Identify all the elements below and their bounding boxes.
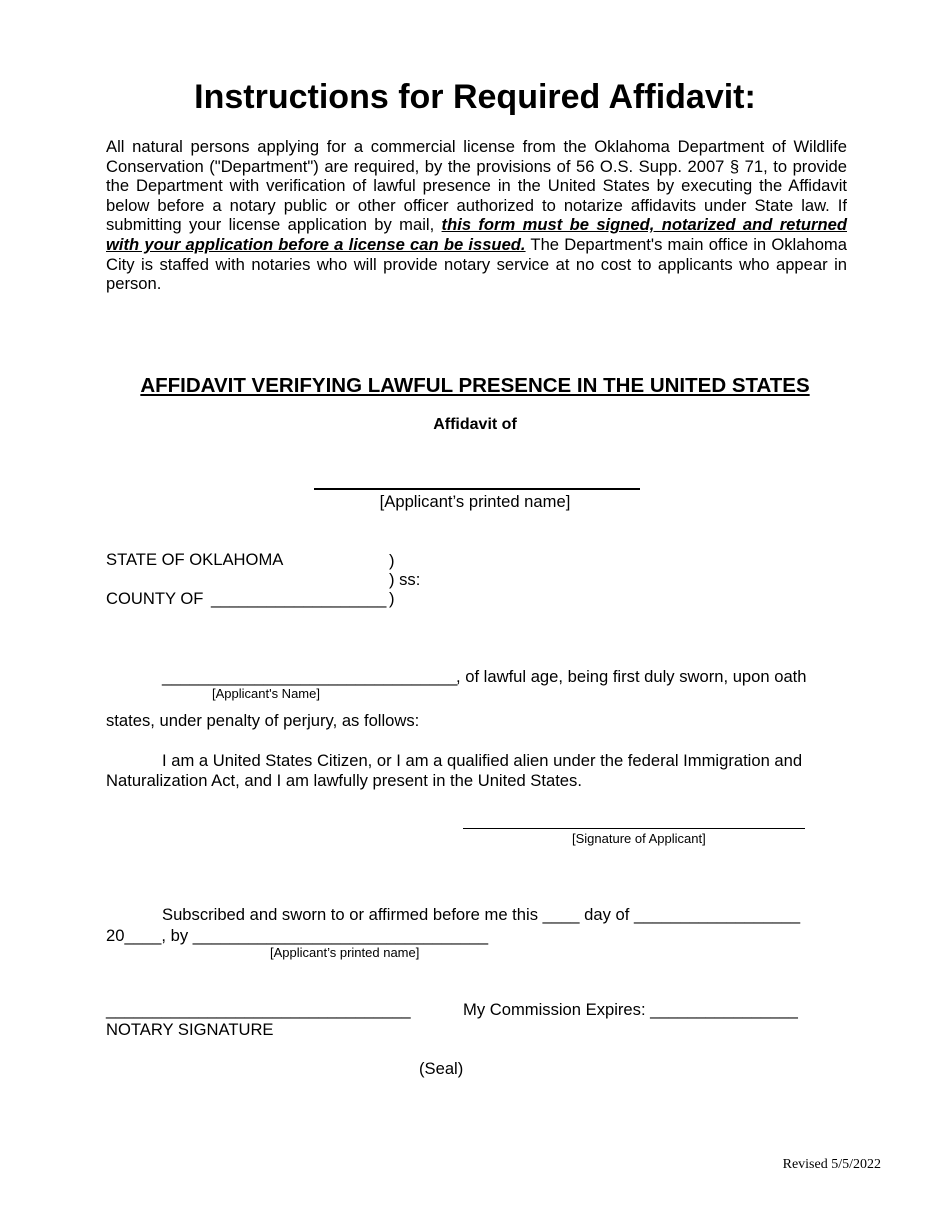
ss-label: ) ss: xyxy=(389,570,421,589)
instructions-paragraph xyxy=(106,137,847,294)
page-title: Instructions for Required Affidavit: xyxy=(194,78,756,116)
venue-paren-bottom: ) xyxy=(389,589,395,608)
state-label: STATE OF OKLAHOMA xyxy=(106,550,284,569)
lawful-presence-statement-line1: I am a United States Citizen, or I am a qualified alien under the federal Immigration and xyxy=(162,751,803,770)
year-by-field[interactable]: 20____, by ________________________________ xyxy=(106,926,489,945)
county-label: COUNTY OF xyxy=(106,589,204,608)
perjury-text: states, under penalty of perjury, as follows: xyxy=(106,711,420,730)
applicant-name-caption: [Applicant's Name] xyxy=(212,686,320,701)
subscribed-text[interactable]: Subscribed and sworn to or affirmed before me this ____ day of __________________ xyxy=(162,905,801,924)
affidavit-heading: AFFIDAVIT VERIFYING LAWFUL PRESENCE IN THE UNITED STATES xyxy=(140,374,810,397)
revision-date: Revised 5/5/2022 xyxy=(782,1157,881,1172)
county-field[interactable]: ___________________ xyxy=(211,589,387,608)
affidavit-of-label: Affidavit of xyxy=(433,416,517,433)
instructions-text-end: The Department's main office in Oklahoma City is staffed with notaries who will provide notary service at no cost to applicants who appear in person. xyxy=(106,234,847,294)
lawful-presence-statement-line2: Naturalization Act, and I am lawfully present in the United States. xyxy=(106,771,582,790)
applicant-name-field[interactable]: ________________________________ xyxy=(162,667,458,686)
instructions-text: All natural persons applying for a commercial license from the Oklahoma Department of Wildlife Conservation ("Department") are required, by the provisions of 56 O.S. Supp. 2007 § 71, to provide the Department with verification of lawful presence in the United States by executing the Affidavit below before a notary public or other officer authorized to notarize affidavits under State law. If submitting your license application by mail, xyxy=(106,137,847,235)
notary-signature-label: NOTARY SIGNATURE xyxy=(106,1020,274,1039)
instructions-emphasis: this form must be signed, notarized and returned with your application before a license can be issued. xyxy=(106,215,848,254)
seal-label: (Seal) xyxy=(419,1059,464,1078)
notary-signature-field[interactable]: _________________________________ xyxy=(106,1000,411,1019)
signature-caption: [Signature of Applicant] xyxy=(572,831,706,846)
commission-expires-field[interactable]: My Commission Expires: ________________ xyxy=(463,1000,798,1019)
applicant-printed-name-line[interactable] xyxy=(314,488,640,490)
applicant-printed-name-caption: [Applicant’s printed name] xyxy=(379,492,571,511)
applicant-signature-line[interactable] xyxy=(463,828,805,829)
venue-paren-top: ) xyxy=(389,551,395,570)
notary-printed-name-caption: [Applicant’s printed name] xyxy=(270,945,420,960)
oath-text: , of lawful age, being first duly sworn, upon oath xyxy=(456,667,807,686)
